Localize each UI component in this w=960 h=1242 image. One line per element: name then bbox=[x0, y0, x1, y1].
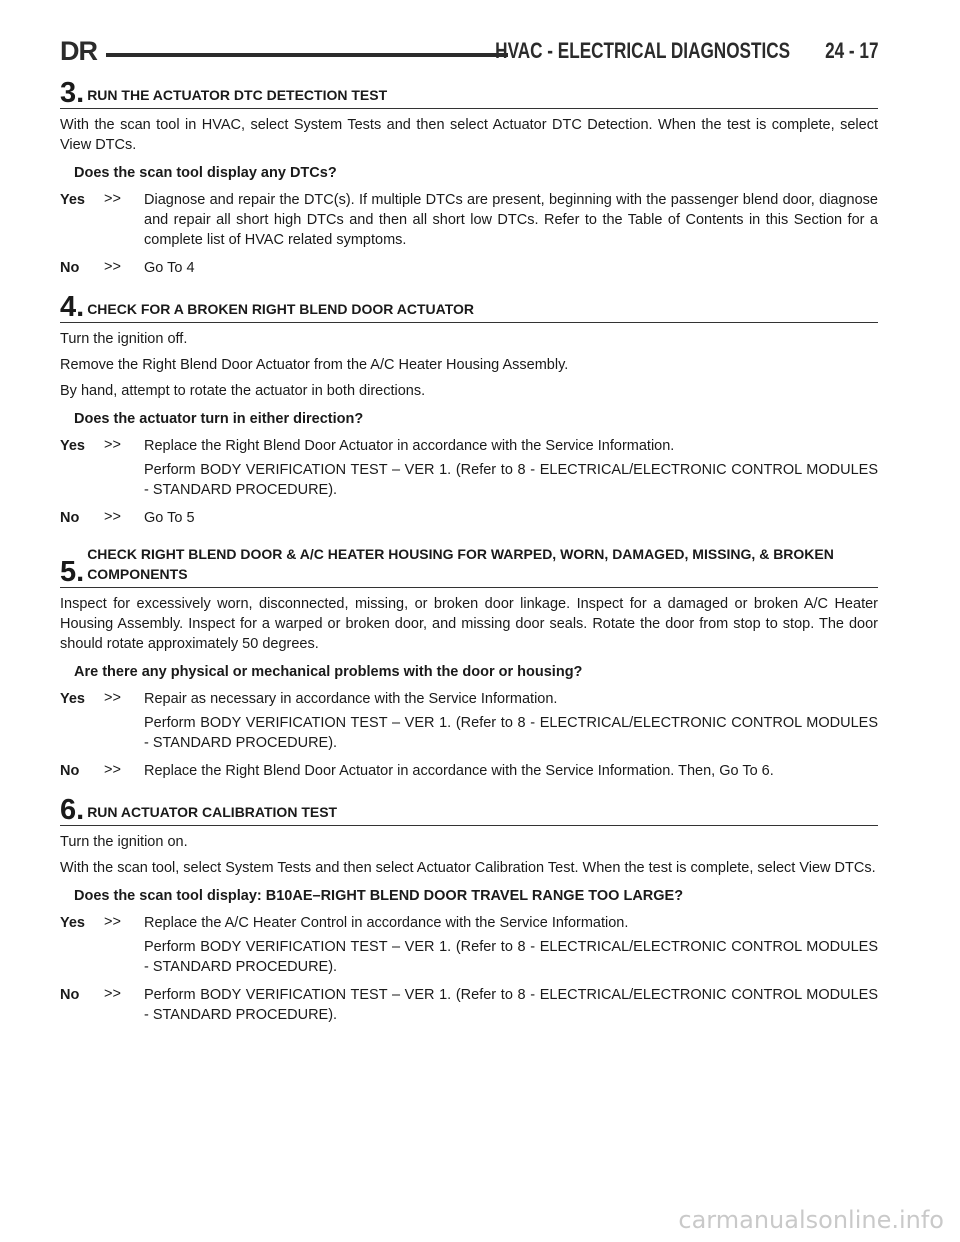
answer-label: Yes bbox=[60, 691, 85, 707]
answer-arrow: >> bbox=[104, 762, 121, 778]
step-question: Does the scan tool display any DTCs? bbox=[74, 165, 337, 181]
step-paragraph: With the scan tool in HVAC, select System Tests and then select Actuator DTC Detection. When the test is complete, select View DTCs. bbox=[60, 117, 878, 153]
header-left-label: DR bbox=[60, 36, 97, 66]
answer-body bbox=[144, 508, 878, 532]
step-heading bbox=[60, 77, 878, 109]
answer-label: Yes bbox=[60, 915, 85, 931]
answer-text: Replace the Right Blend Door Actuator in accordance with the Service Information. Then, Go To 6. bbox=[144, 763, 774, 779]
answer-body bbox=[144, 436, 878, 504]
answer-text: Perform BODY VERIFICATION TEST – VER 1. (Refer to 8 - ELECTRICAL/ELECTRONIC CONTROL MODULES - STANDARD PROCEDURE). bbox=[144, 939, 878, 975]
answer-text: Go To 4 bbox=[144, 260, 195, 276]
answer-no bbox=[60, 761, 878, 785]
answer-arrow: >> bbox=[104, 690, 121, 706]
step-heading bbox=[60, 291, 878, 323]
answer-yes bbox=[60, 913, 878, 981]
answer-label: Yes bbox=[60, 192, 85, 208]
step-title: CHECK RIGHT BLEND DOOR & A/C HEATER HOUSING FOR WARPED, WORN, DAMAGED, MISSING, & BROKEN COMPONENTS bbox=[87, 546, 834, 582]
step-paragraph: With the scan tool, select System Tests and then select Actuator Calibration Test. When the test is complete, select View DTCs. bbox=[60, 860, 876, 876]
answer-yes bbox=[60, 689, 878, 757]
answer-text: Perform BODY VERIFICATION TEST – VER 1. (Refer to 8 - ELECTRICAL/ELECTRONIC CONTROL MODULES - STANDARD PROCEDURE). bbox=[144, 715, 878, 751]
step-paragraph: Turn the ignition off. bbox=[60, 331, 188, 347]
page-number: 24 - 17 bbox=[824, 38, 878, 63]
answer-body bbox=[144, 689, 878, 757]
answer-yes bbox=[60, 190, 878, 254]
answer-body bbox=[144, 761, 878, 785]
answer-body bbox=[144, 258, 878, 282]
answer-label: No bbox=[60, 987, 80, 1003]
step-title: RUN ACTUATOR CALIBRATION TEST bbox=[87, 804, 338, 820]
answer-no bbox=[60, 508, 878, 532]
step-number: 5. bbox=[60, 556, 85, 588]
answer-label: No bbox=[60, 260, 80, 276]
header-rule bbox=[106, 53, 508, 57]
document-body bbox=[60, 77, 878, 1041]
diagnostic-step bbox=[60, 291, 878, 532]
step-paragraph: Inspect for excessively worn, disconnected, missing, or broken door linkage. Inspect for a damaged or broken A/C Heater Housing Assembly. Inspect for a warped or broken door, and missing door seals. Rotate the door from stop to stop. The door should rotate approximately 50 degrees. bbox=[60, 596, 878, 652]
answer-body bbox=[144, 913, 878, 981]
answer-arrow: >> bbox=[104, 259, 121, 275]
answer-text: Diagnose and repair the DTC(s). If multiple DTCs are present, beginning with the passenger blend door, diagnose and repair all short high DTCs and then all short low DTCs. Refer to the Table of Contents in this Section for a complete list of HVAC related symptoms. bbox=[144, 192, 878, 248]
answer-label: Yes bbox=[60, 438, 85, 454]
answer-arrow: >> bbox=[104, 509, 121, 525]
step-heading bbox=[60, 794, 878, 826]
answer-label: No bbox=[60, 763, 80, 779]
page-header bbox=[60, 28, 878, 72]
step-number: 6. bbox=[60, 794, 85, 826]
answer-text: Replace the A/C Heater Control in accordance with the Service Information. bbox=[144, 915, 629, 931]
diagnostic-step bbox=[60, 794, 878, 1029]
diagnostic-step bbox=[60, 77, 878, 282]
answer-no bbox=[60, 258, 878, 282]
step-paragraph: Turn the ignition on. bbox=[60, 834, 188, 850]
answer-text: Perform BODY VERIFICATION TEST – VER 1. (Refer to 8 - ELECTRICAL/ELECTRONIC CONTROL MODULES - STANDARD PROCEDURE). bbox=[144, 987, 878, 1023]
answer-arrow: >> bbox=[104, 437, 121, 453]
step-paragraph: By hand, attempt to rotate the actuator in both directions. bbox=[60, 383, 426, 399]
step-question: Does the actuator turn in either direction? bbox=[74, 411, 364, 427]
answer-arrow: >> bbox=[104, 986, 121, 1002]
step-paragraph: Remove the Right Blend Door Actuator from the A/C Heater Housing Assembly. bbox=[60, 357, 569, 373]
answer-yes bbox=[60, 436, 878, 504]
answer-body bbox=[144, 190, 878, 254]
step-title: RUN THE ACTUATOR DTC DETECTION TEST bbox=[87, 87, 388, 103]
answer-body bbox=[144, 985, 878, 1029]
step-number: 4. bbox=[60, 291, 85, 323]
answer-text: Replace the Right Blend Door Actuator in accordance with the Service Information. bbox=[144, 438, 675, 454]
watermark: carmanualsonline.info bbox=[678, 1206, 944, 1234]
step-heading bbox=[60, 544, 878, 588]
step-question: Does the scan tool display: B10AE–RIGHT BLEND DOOR TRAVEL RANGE TOO LARGE? bbox=[74, 888, 684, 904]
step-question: Are there any physical or mechanical problems with the door or housing? bbox=[74, 664, 583, 680]
header-title: HVAC - ELECTRICAL DIAGNOSTICS bbox=[495, 38, 790, 63]
step-number: 3. bbox=[60, 77, 85, 109]
answer-arrow: >> bbox=[104, 914, 121, 930]
diagnostic-step bbox=[60, 544, 878, 785]
answer-arrow: >> bbox=[104, 191, 121, 207]
step-title: CHECK FOR A BROKEN RIGHT BLEND DOOR ACTUATOR bbox=[87, 301, 474, 317]
answer-text: Repair as necessary in accordance with the Service Information. bbox=[144, 691, 558, 707]
answer-no bbox=[60, 985, 878, 1029]
answer-text: Perform BODY VERIFICATION TEST – VER 1. (Refer to 8 - ELECTRICAL/ELECTRONIC CONTROL MODULES - STANDARD PROCEDURE). bbox=[144, 462, 878, 498]
answer-text: Go To 5 bbox=[144, 510, 195, 526]
answer-label: No bbox=[60, 510, 80, 526]
